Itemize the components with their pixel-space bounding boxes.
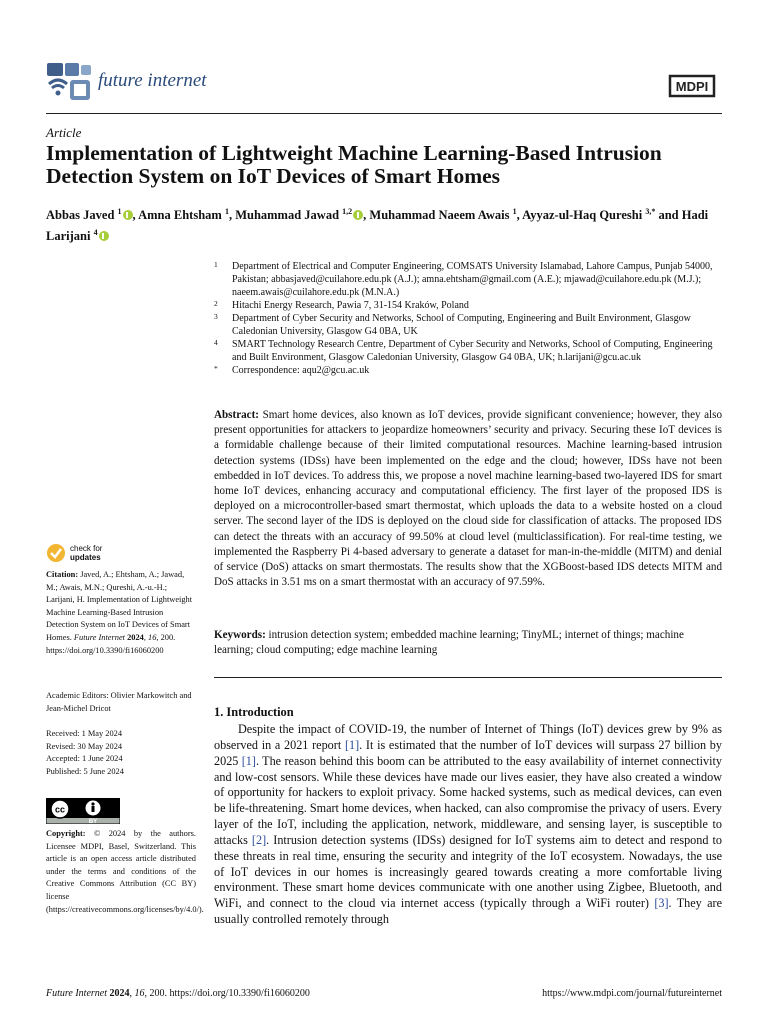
publisher-name: MDPI xyxy=(675,79,709,94)
publication-dates xyxy=(46,728,196,778)
footer-year: 2024 xyxy=(109,988,130,999)
author-affiliation-marker: 4 xyxy=(93,228,98,238)
cc-by-license-icon[interactable] xyxy=(46,798,120,824)
author-affiliation-marker: 1 xyxy=(117,207,122,216)
citation-doi-link[interactable]: https://doi.org/10.3390/fi16060200 xyxy=(46,645,164,655)
intro-text-4: . Intrusion detection systems (IDSs) designed for IoT systems aim to detect and respond to these threats in real time, ensuring the security and integrity of the IoT ecosystem. Nowadays, the use of IoT devices in our homes is increasingly geared towards creating a more comfortable living environment. These smart home devices communicate with one another using Zigbee, Bluetooth, and WiFi, and connect to the cloud via internet access (typically through a WiFi router) xyxy=(214,832,722,911)
author-affiliation-marker: 1 xyxy=(224,207,229,216)
affiliation-number: 2 xyxy=(214,299,218,308)
abstract-text: Smart home devices, also known as IoT devices, provide significant convenience; however, they also present opportunities for attackers to jeopardize homeowners’ security and privacy. Securing these IoT devices is a formidable challenge because of their limited computational resources. Machine learning-based intrusion detection systems (IDSs) have been implemented on the edge and the cloud; however, IDSs have not been embedded in IoT devices. To address this, we propose a novel machine learning-based two-layered IDS for smart home IoT devices, enhancing accuracy and computational efficiency. The first layer of the proposed IDS is deployed on a microcontroller-based smart thermostat, which uploads the data to a website hosted on a cloud server. The second layer of the IDS is deployed on the cloud side for classification of attacks. The proposed IDS can detect the threats with an accuracy of 99.50% at cloud level (multiclassification). For real-time testing, we implemented the Raspberry Pi 4-based adversary to generate a dataset for man-in-the-middle (MITM) and denial of service (DoS) attacks on smart thermostats. The results show that the XGBoost-based IDS detects MITM and DoS attacks in 3.51 ms on a smart thermostat with an accuracy of 97.59%. xyxy=(214,409,722,589)
abstract xyxy=(214,408,722,590)
citation-volume: 16 xyxy=(148,632,157,642)
author-name: Abbas Javed xyxy=(46,208,115,223)
affiliation-text: Department of Electrical and Computer Engineering, COMSATS University Islamabad, Lahore Campus, Punjab 54000, Pakistan; abbasjaved@cuilahore.edu.pk (A.J.); amna.ehtsham@gmail.com (A.E.); mjawad@cuilahore.edu.pk (M.J.); naeem.awais@cuilahore.edu.pk (M.N.A.) xyxy=(232,261,713,298)
citation-label: Citation: xyxy=(46,570,79,579)
affiliation-item xyxy=(214,312,724,338)
affiliations xyxy=(214,260,724,377)
affiliation-text: Hitachi Energy Research, Pawia 7, 31-154 Kraków, Poland xyxy=(232,300,469,311)
affiliation-number: 3 xyxy=(214,312,218,321)
footer-citation: Future Internet 2024, 16, 200. https://doi.org/10.3390/fi16060200 xyxy=(46,988,310,999)
academic-editors: Academic Editors: Olivier Markowitch and Jean-Michel Dricot xyxy=(46,691,192,713)
license-badge-text: BY xyxy=(88,819,98,824)
check-updates-line2: updates xyxy=(70,553,101,562)
copyright-block xyxy=(46,828,204,916)
keywords-divider xyxy=(214,677,722,678)
author-name: Amna Ehtsham xyxy=(138,208,222,223)
date-published: Published: 5 June 2024 xyxy=(46,766,124,776)
citation-link-1b[interactable]: [1] xyxy=(241,753,256,768)
affiliation-number: * xyxy=(214,364,218,373)
header-divider xyxy=(46,113,722,114)
intro-text-3: . The reason behind this boom can be attributed to the easy availability of internet connectivity and low-cost sensors. While these devices have made our lives easier, they have also created a window of opportunity for hackers to exploit privacy. Some hacked systems, such as medical devices, can even be life-threatening. Smart home devices, when hacked, can also compromise the privacy of users. Every layer of the IoT, including the application, network, middleware, and sensing layer, is susceptible to attacks xyxy=(214,753,722,847)
affiliation-item xyxy=(214,338,724,364)
affiliation-item xyxy=(214,364,724,377)
orcid-icon[interactable] xyxy=(99,231,109,241)
affiliation-number: 1 xyxy=(214,260,218,269)
check-updates-icon xyxy=(46,543,66,563)
author-name: Muhammad Jawad xyxy=(235,208,340,223)
affiliation-text: Department of Cyber Security and Networks, School of Computing, Engineering and Built Environment, Glasgow Caledonian University, Glasgow G4 0BA, UK xyxy=(232,313,691,337)
affiliation-item xyxy=(214,299,724,312)
check-for-updates-button[interactable] xyxy=(46,543,126,563)
citation-text: Javed, A.; Ehtsham, A.; Jawad, M.; Awais, M.N.; Qureshi, A.-u.-H.; Larijani, H. Implementation of Lightweight Machine Learning-Based Intrusion Detection System on IoT Devices of Smart Homes. xyxy=(46,570,193,642)
copyright-label: Copyright: xyxy=(46,829,86,838)
date-received: Received: 1 May 2024 xyxy=(46,729,123,738)
author-name: Hadi Larijani xyxy=(46,208,709,244)
keywords xyxy=(214,628,722,658)
citation-block: Citation: Javed, A.; Ehtsham, A.; Jawad, M.; Awais, M.N.; Qureshi, A.-u.-H.; Larijani, H. Implementation of Lightweight Machine Learning-Based Intrusion Detection System on IoT Devices of Smart Homes. Future Internet 2024, 16, 200. https://doi.org/10.3390/fi16060200 xyxy=(46,570,193,655)
author-affiliation-marker: 3,* xyxy=(645,207,656,216)
section-heading-introduction: 1. Introduction xyxy=(214,705,294,719)
citation-journal: Future Internet xyxy=(73,632,126,642)
svg-text:cc: cc xyxy=(54,804,66,815)
intro-text-2: . It is estimated that the number of IoT devices will surpass 27 billion by 2025 xyxy=(214,737,722,768)
affiliation-number: 4 xyxy=(214,338,218,347)
check-updates-line1: check for xyxy=(70,544,103,553)
mdpi-logo-icon xyxy=(666,72,718,100)
journal-logo-icon xyxy=(46,62,92,102)
affiliation-text: Correspondence: aqu2@gcu.ac.uk xyxy=(232,365,370,376)
footer-volume: 16 xyxy=(134,988,145,999)
citation-year: 2024 xyxy=(127,632,144,642)
journal-name: future internet xyxy=(98,70,207,91)
paper-title: Implementation of Lightweight Machine Learning-Based Intrusion Detection System on IoT Devices of Smart Homes xyxy=(46,141,662,188)
keywords-text: intrusion detection system; embedded machine learning; TinyML; internet of things; machine learning; cloud computing; edge machine learning xyxy=(214,629,684,657)
author-list: Abbas Javed $^1$ , Amna Ehtsham $^1$, Muhammad Jawad $^{1,2}$ , Muhammad Naeem Awais $^1$, Ayyaz-ul-Haq Qureshi $^{3,*}$ and Hadi Larijani $^4$ xyxy=(46,207,709,244)
affiliation-item xyxy=(214,260,724,299)
author-affiliation-marker: 1,2 xyxy=(342,207,353,216)
footer-doi[interactable]: , 200. https://doi.org/10.3390/fi16060200 xyxy=(144,988,310,999)
footer-journal: Future Internet xyxy=(46,988,108,999)
date-accepted: Accepted: 1 June 2024 xyxy=(46,754,123,764)
footer-journal-url[interactable]: https://www.mdpi.com/journal/futureinternet xyxy=(542,988,722,999)
citation-link-3[interactable]: [3] xyxy=(654,896,669,911)
author-name: Ayyaz-ul-Haq Qureshi xyxy=(522,208,643,223)
copyright-text: © 2024 by the authors. Licensee MDPI, Basel, Switzerland. This article is an open access article distributed under the terms and conditions of the Creative Commons Attribution (CC BY) license (https://creativecommons.org/licenses/by/4.0/). xyxy=(46,829,204,914)
citation-link-2[interactable]: [2] xyxy=(251,832,267,847)
intro-text-5: . They are usually controlled remotely through xyxy=(214,896,722,927)
introduction-body xyxy=(214,722,722,928)
citation-link-1[interactable]: [1] xyxy=(344,737,360,752)
abstract-label: Abstract: xyxy=(214,409,259,421)
date-revised: Revised: 30 May 2024 xyxy=(46,741,123,751)
author-name: Muhammad Naeem Awais xyxy=(369,208,510,223)
article-type: Article xyxy=(46,125,82,140)
intro-text-1: Despite the impact of COVID-19, the number of Internet of Things (IoT) devices grew by 9% as observed in a 2021 report xyxy=(214,722,722,752)
keywords-label: Keywords: xyxy=(214,629,266,641)
orcid-icon[interactable] xyxy=(353,210,363,220)
citation-page: 200. xyxy=(160,632,176,642)
affiliation-text: SMART Technology Research Centre, Department of Cyber Security and Networks, School of Computing, Engineering and Built Environment, Glasgow Caledonian University, Glasgow G4 0BA, UK; h.larijani@gcu.ac.uk xyxy=(232,339,713,363)
orcid-icon[interactable] xyxy=(123,210,133,220)
author-affiliation-marker: 1 xyxy=(512,207,517,216)
